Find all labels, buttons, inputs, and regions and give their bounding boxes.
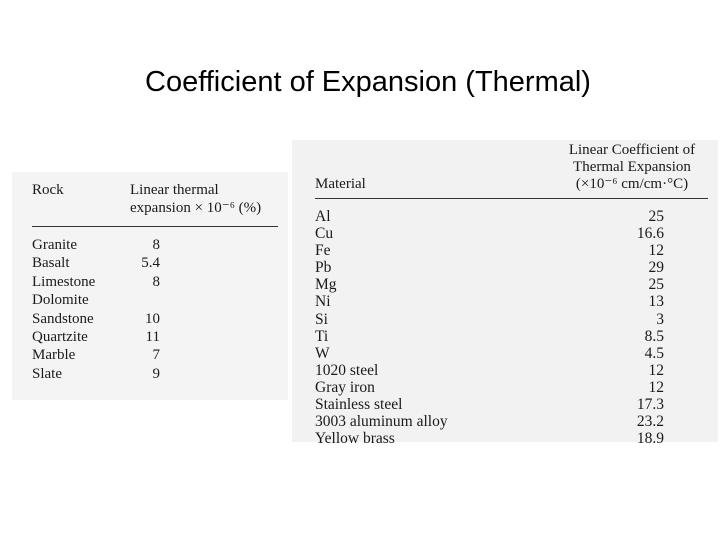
row-value: 8 (152, 273, 160, 290)
row-name: Ni (315, 293, 331, 311)
table-row (315, 225, 708, 242)
row-name: Dolomite (32, 292, 89, 309)
row-value: 12 (648, 378, 664, 396)
material-column-header: Material (315, 176, 366, 192)
table-row (315, 311, 708, 328)
row-name: Fe (315, 242, 331, 260)
row-value: 8.5 (644, 327, 664, 345)
row-name: Cu (315, 225, 334, 243)
row-value: 11 (145, 328, 160, 345)
row-value: 18.9 (636, 430, 664, 448)
rock-header-divider (32, 226, 278, 227)
row-value: 9 (152, 365, 160, 382)
row-name: 3003 aluminum alloy (315, 413, 448, 431)
coefficient-column-header (557, 142, 707, 193)
row-name: Si (315, 310, 328, 328)
expansion-column-header (130, 181, 290, 217)
coefficient-header-line3: (×10⁻⁶ cm/cm·°C) (575, 176, 689, 192)
row-name: Yellow brass (315, 430, 395, 448)
coefficient-header-line2: Thermal Expansion (573, 159, 691, 175)
slide-title: Coefficient of Expansion (Thermal) (145, 66, 591, 98)
row-value: 5.4 (141, 255, 160, 272)
rock-column-header: Rock (32, 182, 64, 198)
row-name: Pb (315, 259, 332, 277)
row-name: W (315, 344, 330, 362)
table-row (315, 345, 708, 362)
coefficient-header-line1: Linear Coefficient of (568, 142, 696, 158)
row-value: 25 (648, 276, 664, 294)
row-value: 29 (648, 259, 664, 277)
table-row (315, 328, 708, 345)
table-row (315, 208, 708, 225)
row-value: 13 (648, 293, 664, 311)
row-name: Ti (315, 327, 329, 345)
row-value: 4.5 (644, 344, 664, 362)
row-name: Gray iron (315, 378, 375, 396)
row-name: Mg (315, 276, 337, 294)
table-row (315, 293, 708, 310)
row-name: Al (315, 208, 331, 225)
material-expansion-table (292, 140, 718, 448)
table-row (315, 242, 708, 259)
table-row (315, 362, 708, 379)
row-value: 7 (152, 347, 160, 364)
row-name: 1020 steel (315, 361, 379, 379)
row-name: Sandstone (32, 310, 94, 327)
table-row (315, 413, 708, 430)
row-value: 12 (648, 242, 664, 260)
row-value: 12 (648, 361, 664, 379)
row-name: Slate (32, 365, 62, 382)
material-rows (315, 208, 708, 447)
row-value: 3 (656, 310, 664, 328)
table-row (315, 259, 708, 276)
row-value: 10 (145, 310, 160, 327)
table-row (315, 276, 708, 293)
rock-expansion-table (12, 172, 288, 400)
row-value: 17.3 (636, 396, 664, 414)
material-header-divider (315, 198, 708, 199)
table-row (315, 430, 708, 447)
row-value: 23.2 (636, 413, 664, 431)
expansion-header-line1: Linear thermal (130, 182, 219, 198)
table-row (315, 379, 708, 396)
row-name: Basalt (32, 255, 70, 272)
expansion-header-line2: expansion × 10⁻⁶ (%) (130, 200, 262, 216)
row-name: Limestone (32, 273, 96, 290)
row-name: Quartzite (32, 328, 88, 345)
row-value: 25 (648, 208, 664, 225)
row-name: Stainless steel (315, 396, 403, 414)
row-value: 16.6 (636, 225, 664, 243)
row-value: 8 (152, 237, 160, 253)
table-row (315, 396, 708, 413)
row-name: Granite (32, 237, 77, 253)
row-name: Marble (32, 347, 76, 364)
